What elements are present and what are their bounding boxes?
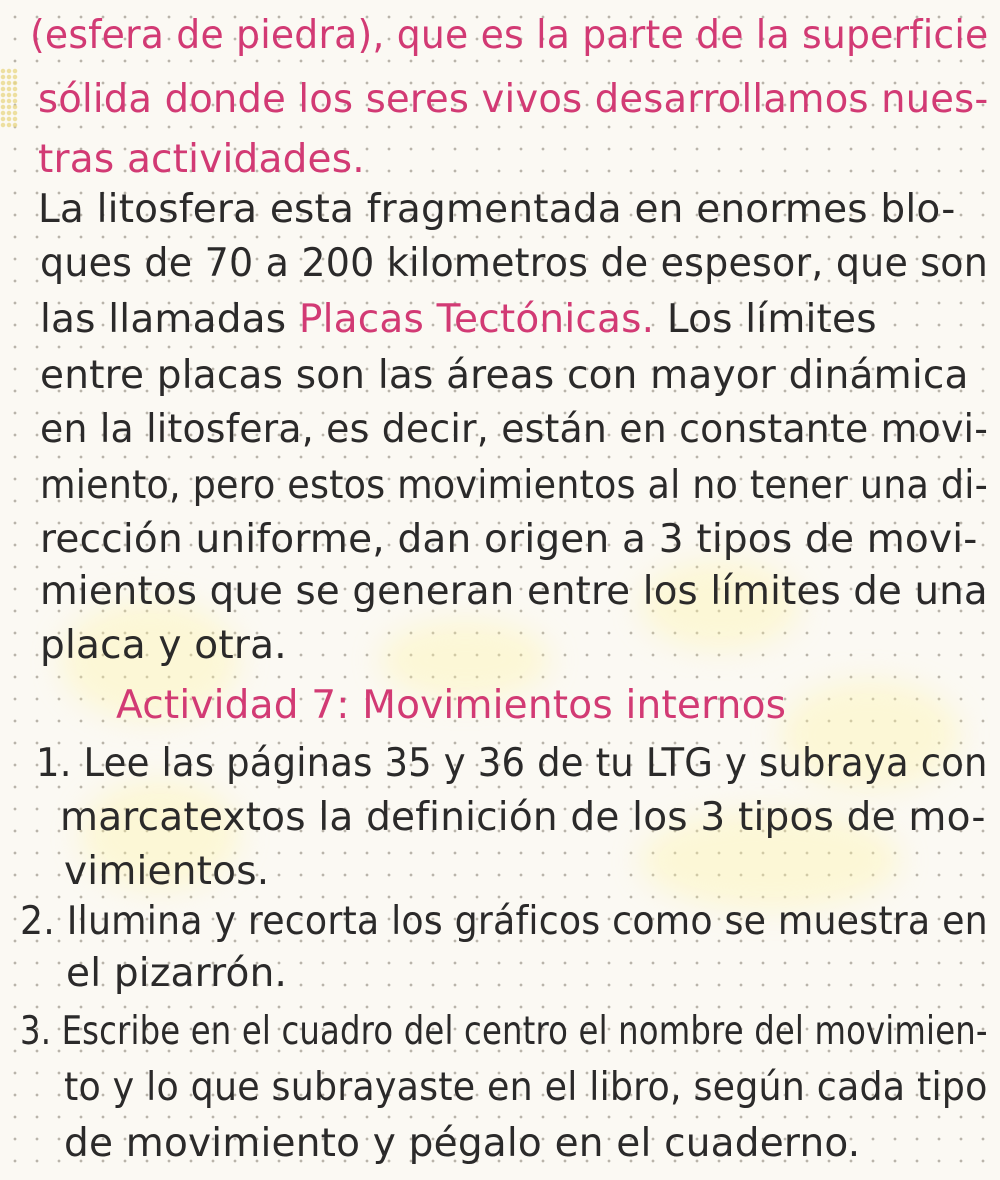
activity-item-3-line-1: 3. Escribe en el cuadro del centro el nombre del movimien-: [20, 1009, 988, 1054]
paragraph-2-line-5: en la litosfera, es decir, están en constante movi-: [40, 407, 989, 452]
paragraph-2-line-3: [40, 294, 1000, 346]
placas-tectonicas-term: Placas Tectónicas.: [298, 297, 655, 342]
paragraph-2-line-9: placa y otra.: [40, 623, 287, 668]
activity-item-3-line-3: de movimiento y pégalo en el cuaderno.: [64, 1121, 861, 1166]
plain-text: las llamadas: [40, 297, 287, 342]
paragraph-2-line-6: miento, pero estos movimientos al no tener una di-: [40, 463, 988, 508]
paragraph-2-line-4: entre placas son las áreas con mayor dinámica: [40, 353, 969, 398]
paragraph-1-line-2: sólida donde los seres vivos desarrollamos nues-: [38, 77, 989, 122]
paragraph-2-line-2: ques de 70 a 200 kilometros de espesor, que son: [40, 241, 989, 286]
activity-item-1-line-1: 1. Lee las páginas 35 y 36 de tu LTG y subraya con: [36, 741, 988, 786]
activity-item-1-line-3: vimientos.: [64, 849, 270, 894]
paragraph-1-line-3: tras actividades.: [38, 137, 365, 182]
paragraph-1-line-1: (esfera de piedra), que es la parte de la superficie: [30, 13, 989, 58]
activity-item-3-line-2: to y lo que subrayaste en el libro, según cada tipo: [64, 1065, 988, 1110]
activity-item-2-line-1: 2. Ilumina y recorta los gráficos como se muestra en: [20, 899, 988, 944]
paragraph-2-line-1: La litosfera esta fragmentada en enormes blo-: [38, 187, 956, 232]
activity-item-1-line-2: marcatextos la definición de los 3 tipos de mo-: [60, 795, 986, 840]
activity-item-2-line-2: el pizarrón.: [66, 951, 288, 996]
paragraph-2-line-8: mientos que se generan entre los límites de una: [40, 569, 988, 614]
activity-title: Actividad 7: Movimientos internos: [116, 683, 787, 728]
paragraph-2-line-7: rección uniforme, dan origen a 3 tipos de movi-: [40, 517, 978, 562]
margin-dot-patch: [0, 68, 18, 128]
plain-text: Los límites: [666, 297, 877, 342]
